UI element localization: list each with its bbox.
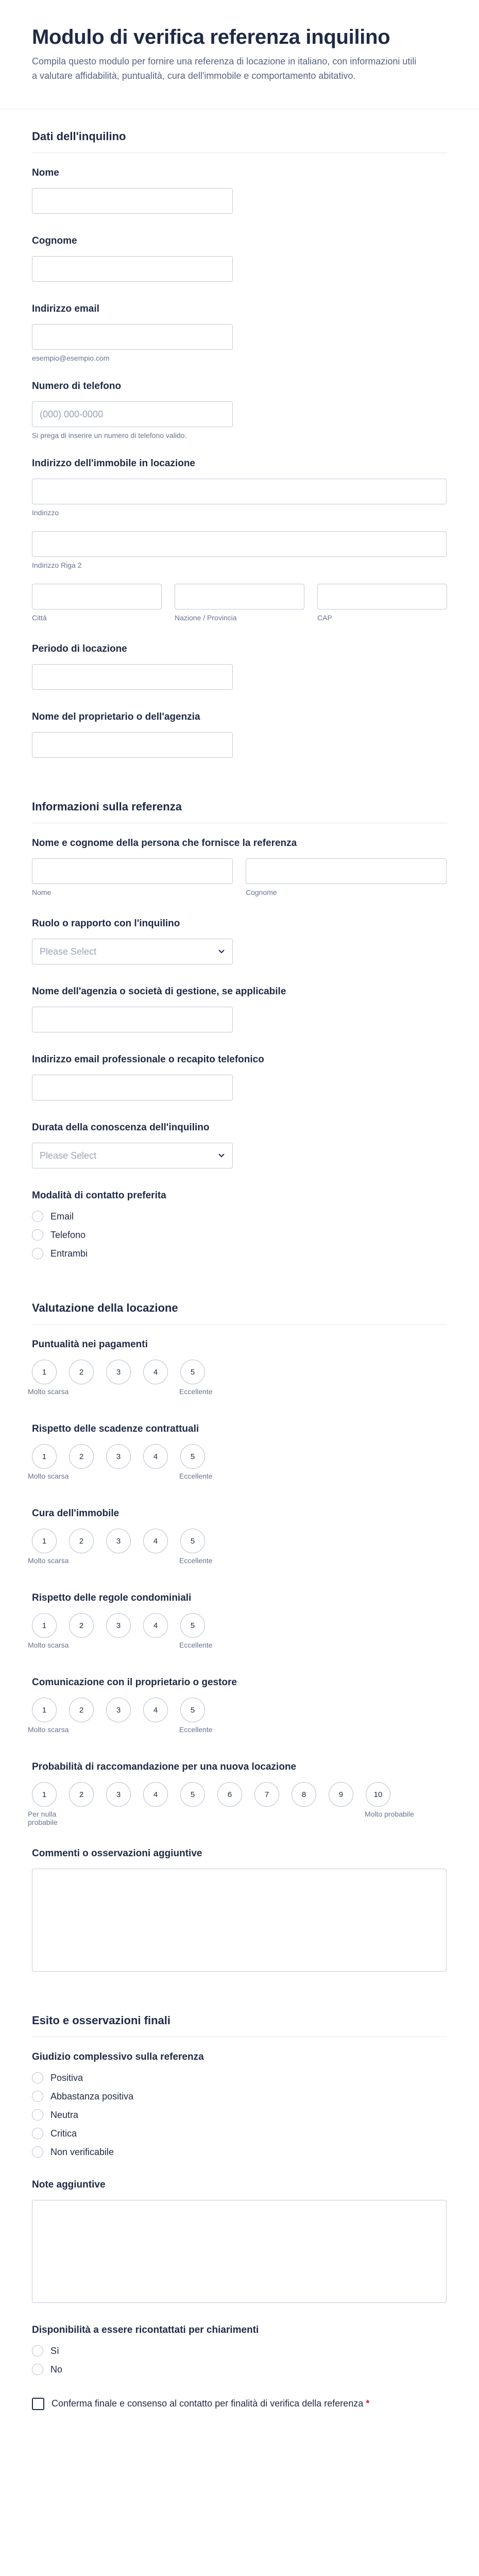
nome-label: Nome	[32, 167, 59, 178]
rating-high-label: Eccellente	[179, 1472, 213, 1480]
radio-label: Telefono	[50, 1229, 86, 1240]
radio-button[interactable]	[32, 2091, 43, 2102]
recommend-high-label: Molto probabile	[365, 1810, 414, 1818]
email-label: Indirizzo email	[32, 303, 99, 314]
address-city-row	[32, 584, 447, 622]
final-section	[0, 1993, 479, 2410]
email-input[interactable]	[32, 324, 233, 350]
rating-option[interactable]: 2	[69, 1360, 94, 1384]
address-line1-sublabel: Indirizzo	[32, 509, 59, 517]
rating-scale	[32, 1613, 447, 1638]
province-input[interactable]	[175, 584, 304, 609]
duration-label: Durata della conoscenza dell'inquilino	[32, 1122, 210, 1133]
radio-label: No	[50, 2364, 63, 2375]
phone-input[interactable]	[32, 401, 233, 427]
rating-option[interactable]: 1	[32, 1698, 57, 1722]
rating-option[interactable]: 4	[143, 1529, 168, 1553]
rating-field	[28, 1339, 447, 1408]
recommend-label: Probabilità di raccomandazione per una nuova locazione	[32, 1761, 297, 1772]
province-col	[175, 584, 304, 622]
ref-first-input[interactable]	[32, 858, 233, 884]
judgement-label: Giudizio complessivo sulla referenza	[32, 2052, 204, 2062]
chevron-down-icon	[218, 947, 225, 955]
zip-input[interactable]	[317, 584, 447, 609]
rating-option[interactable]: 8	[292, 1782, 316, 1807]
rating-option[interactable]: 5	[180, 1529, 205, 1553]
rating-field	[28, 1592, 447, 1662]
rating-high-label: Eccellente	[179, 1641, 213, 1649]
rating-option[interactable]: 3	[106, 1613, 131, 1638]
recommend-scale-labels	[28, 1810, 447, 1833]
form-header	[0, 0, 479, 109]
duration-select-value: Please Select	[40, 1150, 97, 1161]
rating-label: Puntualità nei pagamenti	[32, 1339, 148, 1350]
notes-textarea[interactable]	[32, 2200, 447, 2303]
section-title-tenant: Dati dell'inquilino	[32, 130, 447, 153]
owner-field	[32, 711, 447, 758]
rating-low-label: Molto scarsa	[28, 1472, 69, 1480]
rating-low-label: Molto scarsa	[28, 1556, 69, 1565]
city-sublabel: Città	[32, 614, 47, 622]
rating-scale-labels	[28, 1472, 447, 1493]
consent-field	[32, 2397, 447, 2410]
radio-label: Non verificabile	[50, 2146, 114, 2157]
address-field	[32, 458, 447, 622]
rating-option[interactable]: 3	[106, 1782, 131, 1807]
rating-label: Rispetto delle regole condominiali	[32, 1592, 192, 1603]
rating-field	[28, 1508, 447, 1577]
rating-scale	[32, 1444, 447, 1469]
radio-option[interactable]	[32, 2345, 447, 2357]
section-title-final: Esito e osservazioni finali	[32, 2014, 447, 2037]
rating-option[interactable]: 6	[217, 1782, 242, 1807]
zip-sublabel: CAP	[317, 614, 332, 622]
required-mark: *	[366, 2398, 370, 2409]
radio-button[interactable]	[32, 1248, 43, 1259]
consent-label: Conferma finale e consenso al contatto per finalità di verifica della referenza	[52, 2398, 364, 2409]
consent-text	[52, 2397, 369, 2410]
radio-button[interactable]	[32, 1211, 43, 1222]
email-hint: esempio@esempio.com	[32, 354, 110, 362]
rating-option[interactable]: 1	[32, 1529, 57, 1553]
ref-last-sublabel: Cognome	[246, 888, 277, 896]
rating-option[interactable]: 1	[32, 1613, 57, 1638]
rating-option[interactable]: 4	[143, 1613, 168, 1638]
ref-first-col	[32, 858, 233, 896]
page-title: Modulo di verifica referenza inquilino	[32, 26, 390, 48]
radio-label: Sì	[50, 2345, 60, 2356]
ref-last-input[interactable]	[246, 858, 447, 884]
rating-option[interactable]: 10	[366, 1782, 390, 1807]
rating-low-label: Molto scarsa	[28, 1641, 69, 1649]
city-col	[32, 584, 162, 622]
role-label: Ruolo o rapporto con l'inquilino	[32, 918, 180, 929]
contact-label: Indirizzo email professionale o recapito telefonico	[32, 1054, 264, 1065]
rating-option[interactable]: 3	[106, 1360, 131, 1384]
period-field	[32, 643, 447, 690]
rating-option[interactable]: 4	[143, 1360, 168, 1384]
agency-field	[32, 986, 447, 1032]
recommend-low-label: Per nulla probabile	[28, 1810, 58, 1826]
role-select[interactable]	[32, 939, 233, 964]
rating-option[interactable]: 3	[106, 1698, 131, 1722]
consent-row[interactable]	[32, 2397, 447, 2410]
rating-option[interactable]: 4	[143, 1782, 168, 1807]
pref-label: Modalità di contatto preferita	[32, 1190, 166, 1201]
email-field	[32, 303, 447, 362]
phone-field	[32, 381, 447, 439]
rating-option[interactable]: 4	[143, 1444, 168, 1469]
radio-label: Critica	[50, 2128, 77, 2139]
province-sublabel: Nazione / Provincia	[175, 614, 237, 622]
radio-option[interactable]	[32, 1248, 447, 1259]
tenant-section	[0, 109, 479, 758]
radio-option[interactable]	[32, 2072, 447, 2083]
notes-field	[32, 2179, 447, 2303]
owner-input[interactable]	[32, 732, 233, 758]
rating-high-label: Eccellente	[179, 1556, 213, 1565]
agency-input[interactable]	[32, 1007, 233, 1032]
section-title-reference: Informazioni sulla referenza	[32, 800, 447, 823]
ref-first-sublabel: Nome	[32, 888, 52, 896]
rating-option[interactable]: 3	[106, 1529, 131, 1553]
evaluation-section	[0, 1281, 479, 1972]
rating-option[interactable]: 5	[180, 1613, 205, 1638]
radio-option[interactable]	[32, 2109, 447, 2121]
rating-scale-labels	[28, 1725, 447, 1746]
rating-option[interactable]: 5	[180, 1444, 205, 1469]
radio-label: Positiva	[50, 2072, 83, 2083]
rating-option[interactable]: 7	[254, 1782, 279, 1807]
radio-option[interactable]	[32, 1211, 447, 1222]
rating-option[interactable]: 2	[69, 1444, 94, 1469]
radio-option[interactable]	[32, 2364, 447, 2375]
phone-label: Numero di telefono	[32, 381, 122, 392]
availability-field	[32, 2325, 447, 2375]
zip-col	[317, 584, 447, 622]
city-input[interactable]	[32, 584, 162, 609]
rating-option[interactable]: 2	[69, 1782, 94, 1807]
address-line2-input[interactable]	[32, 531, 447, 557]
radio-option[interactable]	[32, 2128, 447, 2139]
rating-scale	[32, 1529, 447, 1553]
radio-label: Entrambi	[50, 1248, 88, 1259]
rating-option[interactable]: 1	[32, 1360, 57, 1384]
chevron-down-icon	[218, 1151, 225, 1159]
rating-scale-labels	[28, 1387, 447, 1408]
rating-option[interactable]: 5	[180, 1698, 205, 1722]
recommend-scale	[32, 1782, 447, 1807]
cognome-input[interactable]	[32, 256, 233, 282]
period-label: Periodo di locazione	[32, 643, 127, 654]
rating-low-label: Molto scarsa	[28, 1387, 69, 1396]
rating-option[interactable]: 5	[180, 1360, 205, 1384]
role-select-value: Please Select	[40, 946, 97, 957]
notes-label: Note aggiuntive	[32, 2179, 106, 2190]
radio-button[interactable]	[32, 2345, 43, 2357]
address-line2-sublabel: Indirizzo Riga 2	[32, 561, 82, 569]
rating-scale	[32, 1360, 447, 1384]
rating-high-label: Eccellente	[179, 1725, 213, 1734]
rating-field	[28, 1423, 447, 1493]
radio-button[interactable]	[32, 2128, 43, 2139]
ref-fullname-row	[32, 858, 447, 896]
rating-label: Rispetto delle scadenze contrattuali	[32, 1423, 199, 1434]
cognome-label: Cognome	[32, 235, 77, 246]
rating-option[interactable]: 1	[32, 1444, 57, 1469]
rating-label: Cura dell'immobile	[32, 1508, 119, 1519]
address-label: Indirizzo dell'immobile in locazione	[32, 458, 195, 469]
ref-fullname-field	[32, 838, 447, 896]
role-field	[32, 918, 447, 964]
radio-button[interactable]	[32, 1229, 43, 1241]
radio-option[interactable]	[32, 2091, 447, 2102]
recommend-field	[28, 1761, 447, 1833]
rating-option[interactable]: 2	[69, 1613, 94, 1638]
comments-field	[32, 1848, 447, 1972]
rating-option[interactable]: 9	[329, 1782, 353, 1807]
rating-field	[28, 1677, 447, 1746]
rating-scale-labels	[28, 1556, 447, 1577]
radio-button[interactable]	[32, 2146, 43, 2158]
rating-high-label: Eccellente	[179, 1387, 213, 1396]
rating-option[interactable]: 3	[106, 1444, 131, 1469]
nome-field	[32, 167, 447, 214]
rating-option[interactable]: 4	[143, 1698, 168, 1722]
pref-field	[32, 1190, 447, 1259]
phone-hint: Si prega di inserire un numero di telefono valido.	[32, 431, 187, 439]
period-input[interactable]	[32, 664, 233, 690]
agency-label: Nome dell'agenzia o società di gestione, se applicabile	[32, 986, 286, 997]
ref-fullname-label: Nome e cognome della persona che fornisce la referenza	[32, 838, 297, 849]
consent-checkbox[interactable]	[32, 2398, 44, 2410]
radio-button[interactable]	[32, 2072, 43, 2083]
radio-option[interactable]	[32, 2146, 447, 2158]
comments-label: Commenti o osservazioni aggiuntive	[32, 1848, 202, 1859]
reference-section	[0, 779, 479, 1259]
radio-button[interactable]	[32, 2364, 43, 2375]
radio-label: Email	[50, 1211, 74, 1222]
radio-label: Abbastanza positiva	[50, 2091, 134, 2102]
rating-scale	[32, 1698, 447, 1722]
nome-input[interactable]	[32, 188, 233, 214]
comments-textarea[interactable]	[32, 1869, 447, 1972]
availability-label: Disponibilità a essere ricontattati per chiarimenti	[32, 2325, 259, 2335]
rating-option[interactable]: 2	[69, 1529, 94, 1553]
rating-low-label: Molto scarsa	[28, 1725, 69, 1734]
radio-option[interactable]	[32, 1229, 447, 1241]
section-title-evaluation: Valutazione della locazione	[32, 1301, 447, 1325]
judgement-field	[32, 2052, 447, 2158]
contact-input[interactable]	[32, 1075, 233, 1100]
radio-button[interactable]	[32, 2109, 43, 2121]
rating-scale-labels	[28, 1641, 447, 1662]
contact-field	[32, 1054, 447, 1100]
cognome-field	[32, 235, 447, 282]
rating-option[interactable]: 2	[69, 1698, 94, 1722]
owner-label: Nome del proprietario o dell'agenzia	[32, 711, 200, 722]
radio-label: Neutra	[50, 2109, 79, 2120]
rating-label: Comunicazione con il proprietario o gestore	[32, 1677, 237, 1688]
duration-select[interactable]	[32, 1143, 233, 1168]
duration-field	[32, 1122, 447, 1168]
rating-option[interactable]: 1	[32, 1782, 57, 1807]
rating-option[interactable]: 5	[180, 1782, 205, 1807]
page-subtitle: Compila questo modulo per fornire una referenza di locazione in italiano, con informazioni utili a valutare affidabilità, puntualità, cura dell'immobile e comportamento abitativo.	[32, 56, 417, 81]
ref-last-col	[246, 858, 447, 896]
address-line1-input[interactable]	[32, 479, 447, 504]
